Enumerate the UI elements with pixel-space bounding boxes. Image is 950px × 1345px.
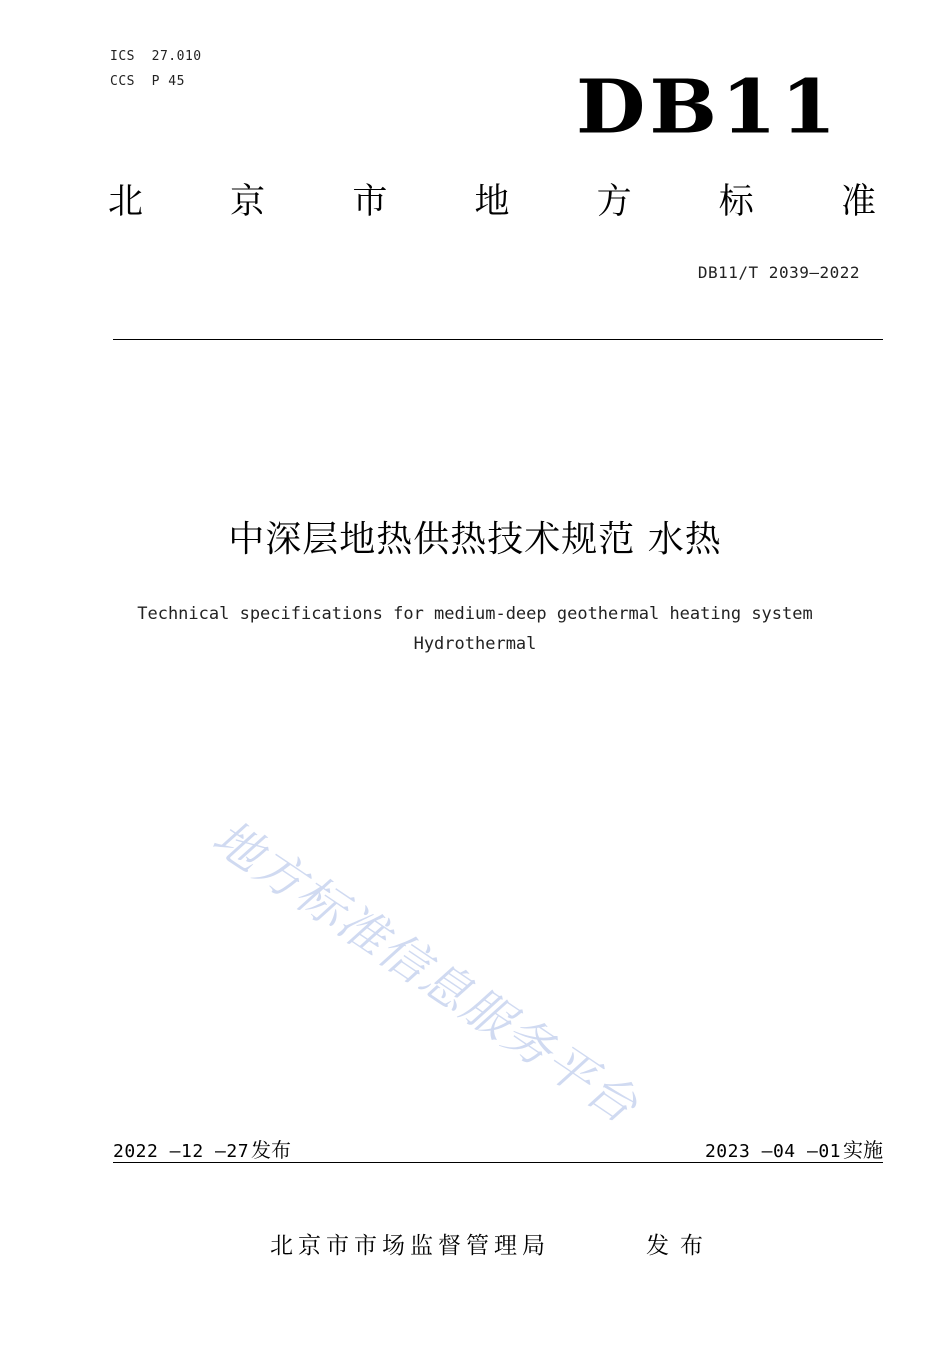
implement-date-group	[705, 1134, 883, 1163]
standard-type-char: 准	[840, 182, 876, 222]
ccs-code: CCS P 45	[110, 74, 185, 89]
ics-code: ICS 27.010	[110, 49, 202, 64]
top-divider	[113, 339, 883, 340]
standard-type-char: 北	[108, 182, 144, 222]
bottom-divider	[113, 1162, 883, 1163]
publish-date-group	[113, 1134, 291, 1163]
standard-type-char: 京	[230, 182, 266, 222]
standard-type-heading	[108, 182, 876, 222]
issuer-action: 发布	[646, 1233, 714, 1259]
standard-type-char: 方	[596, 182, 632, 222]
implement-date: 2023 —04 —01	[704, 1141, 841, 1162]
implement-label: 实施	[843, 1138, 883, 1162]
publish-label: 发布	[251, 1138, 292, 1162]
date-row	[113, 1134, 883, 1163]
publish-date: 2022 —12 —27	[113, 1141, 250, 1162]
standard-type-char: 标	[718, 182, 754, 222]
db11-logo: DB11	[576, 63, 841, 151]
watermark: 地方标准信息服务平台	[202, 809, 649, 1136]
document-title-english-line1: Technical specifications for medium-deep geothermal heating system	[137, 604, 813, 624]
standard-type-char: 地	[474, 182, 510, 222]
issuer-name: 北京市市场监督管理局	[270, 1233, 550, 1259]
document-title-english-line2: Hydrothermal	[413, 634, 537, 654]
document-title-chinese: 中深层地热供热技术规范 水热	[228, 519, 722, 560]
standard-type-char: 市	[352, 182, 388, 222]
standard-number: DB11/T 2039—2022	[697, 263, 860, 282]
